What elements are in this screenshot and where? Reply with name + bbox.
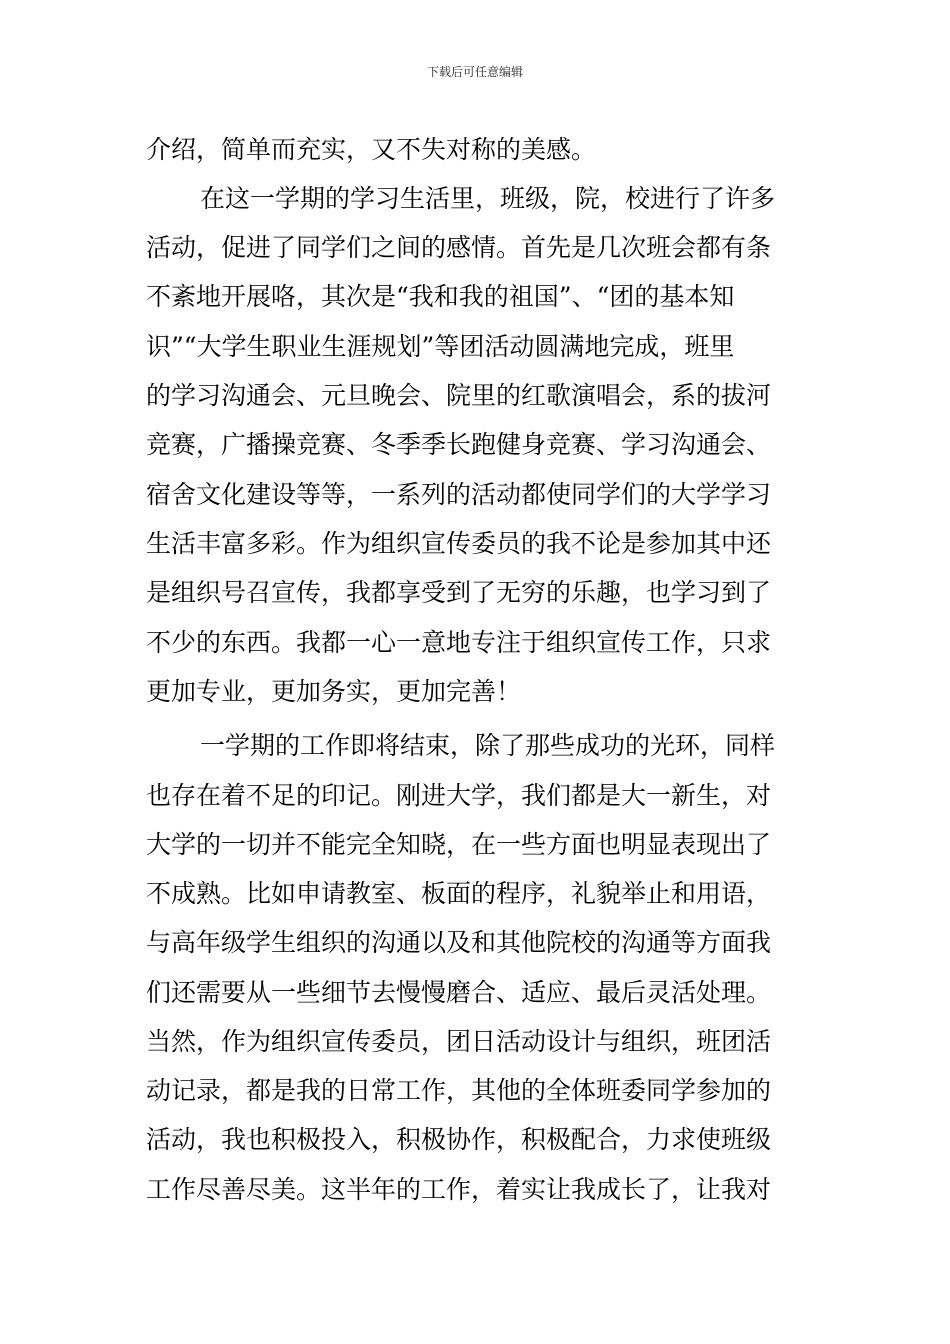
text-line: 宿舍文化建设等等，一系列的活动都使同学们的大学学习 [146,480,772,509]
text-line: 当然，作为组织宣传委员，团日活动设计与组织，班团活 [146,1027,772,1056]
text-line: 不紊地开展咯，其次是“我和我的祖国”、“团的基本知 [146,282,735,311]
text-line: 更加专业，更加务实，更加完善！ [146,677,522,706]
text-line: 活动，我也积极投入，积极协作，积极配合，力求使班级 [146,1125,772,1154]
text-line: 也存在着不足的印记。刚进大学，我们都是大一新生，对 [146,781,772,810]
text-line: 竞赛，广播操竞赛、冬季季长跑健身竞赛、学习沟通会、 [146,430,772,459]
text-line: 介绍，简单而充实，又不失对称的美感。 [146,135,597,164]
text-line: 工作尽善尽美。这半年的工作，着实让我成长了，让我对 [146,1175,772,1204]
text-line: 是组织号召宣传，我都享受到了无穷的乐趣，也学习到了 [146,578,772,607]
text-line: 大学的一切并不能完全知晓，在一些方面也明显表现出了 [146,830,772,859]
text-line: 不成熟。比如申请教室、板面的程序，礼貌举止和用语， [146,879,772,908]
text-line: 动记录，都是我的日常工作，其他的全体班委同学参加的 [146,1076,772,1105]
text-line: 活动，促进了同学们之间的感情。首先是几次班会都有条 [146,233,772,262]
paragraph-start: 在这一学期的学习生活里，班级，院，校进行了许多 [200,184,776,213]
paragraph-start: 一学期的工作即将结束，除了那些成功的光环，同样 [200,731,776,760]
text-line: 生活丰富多彩。作为组织宣传委员的我不论是参加其中还 [146,529,772,558]
page-header: 下载后可任意编辑 [426,65,523,79]
text-line: 识”“大学生职业生涯规划”等团活动圆满地完成，班里 [146,332,735,361]
text-line: 与高年级学生组织的沟通以及和其他院校的沟通等方面我 [146,928,772,957]
text-line: 不少的东西。我都一心一意地专注于组织宣传工作，只求 [146,628,772,657]
text-line: 们还需要从一些细节去慢慢磨合、适应、最后灵活处理。 [146,978,772,1007]
text-line: 的学习沟通会、元旦晚会、院里的红歌演唱会，系的拔河 [146,381,772,410]
